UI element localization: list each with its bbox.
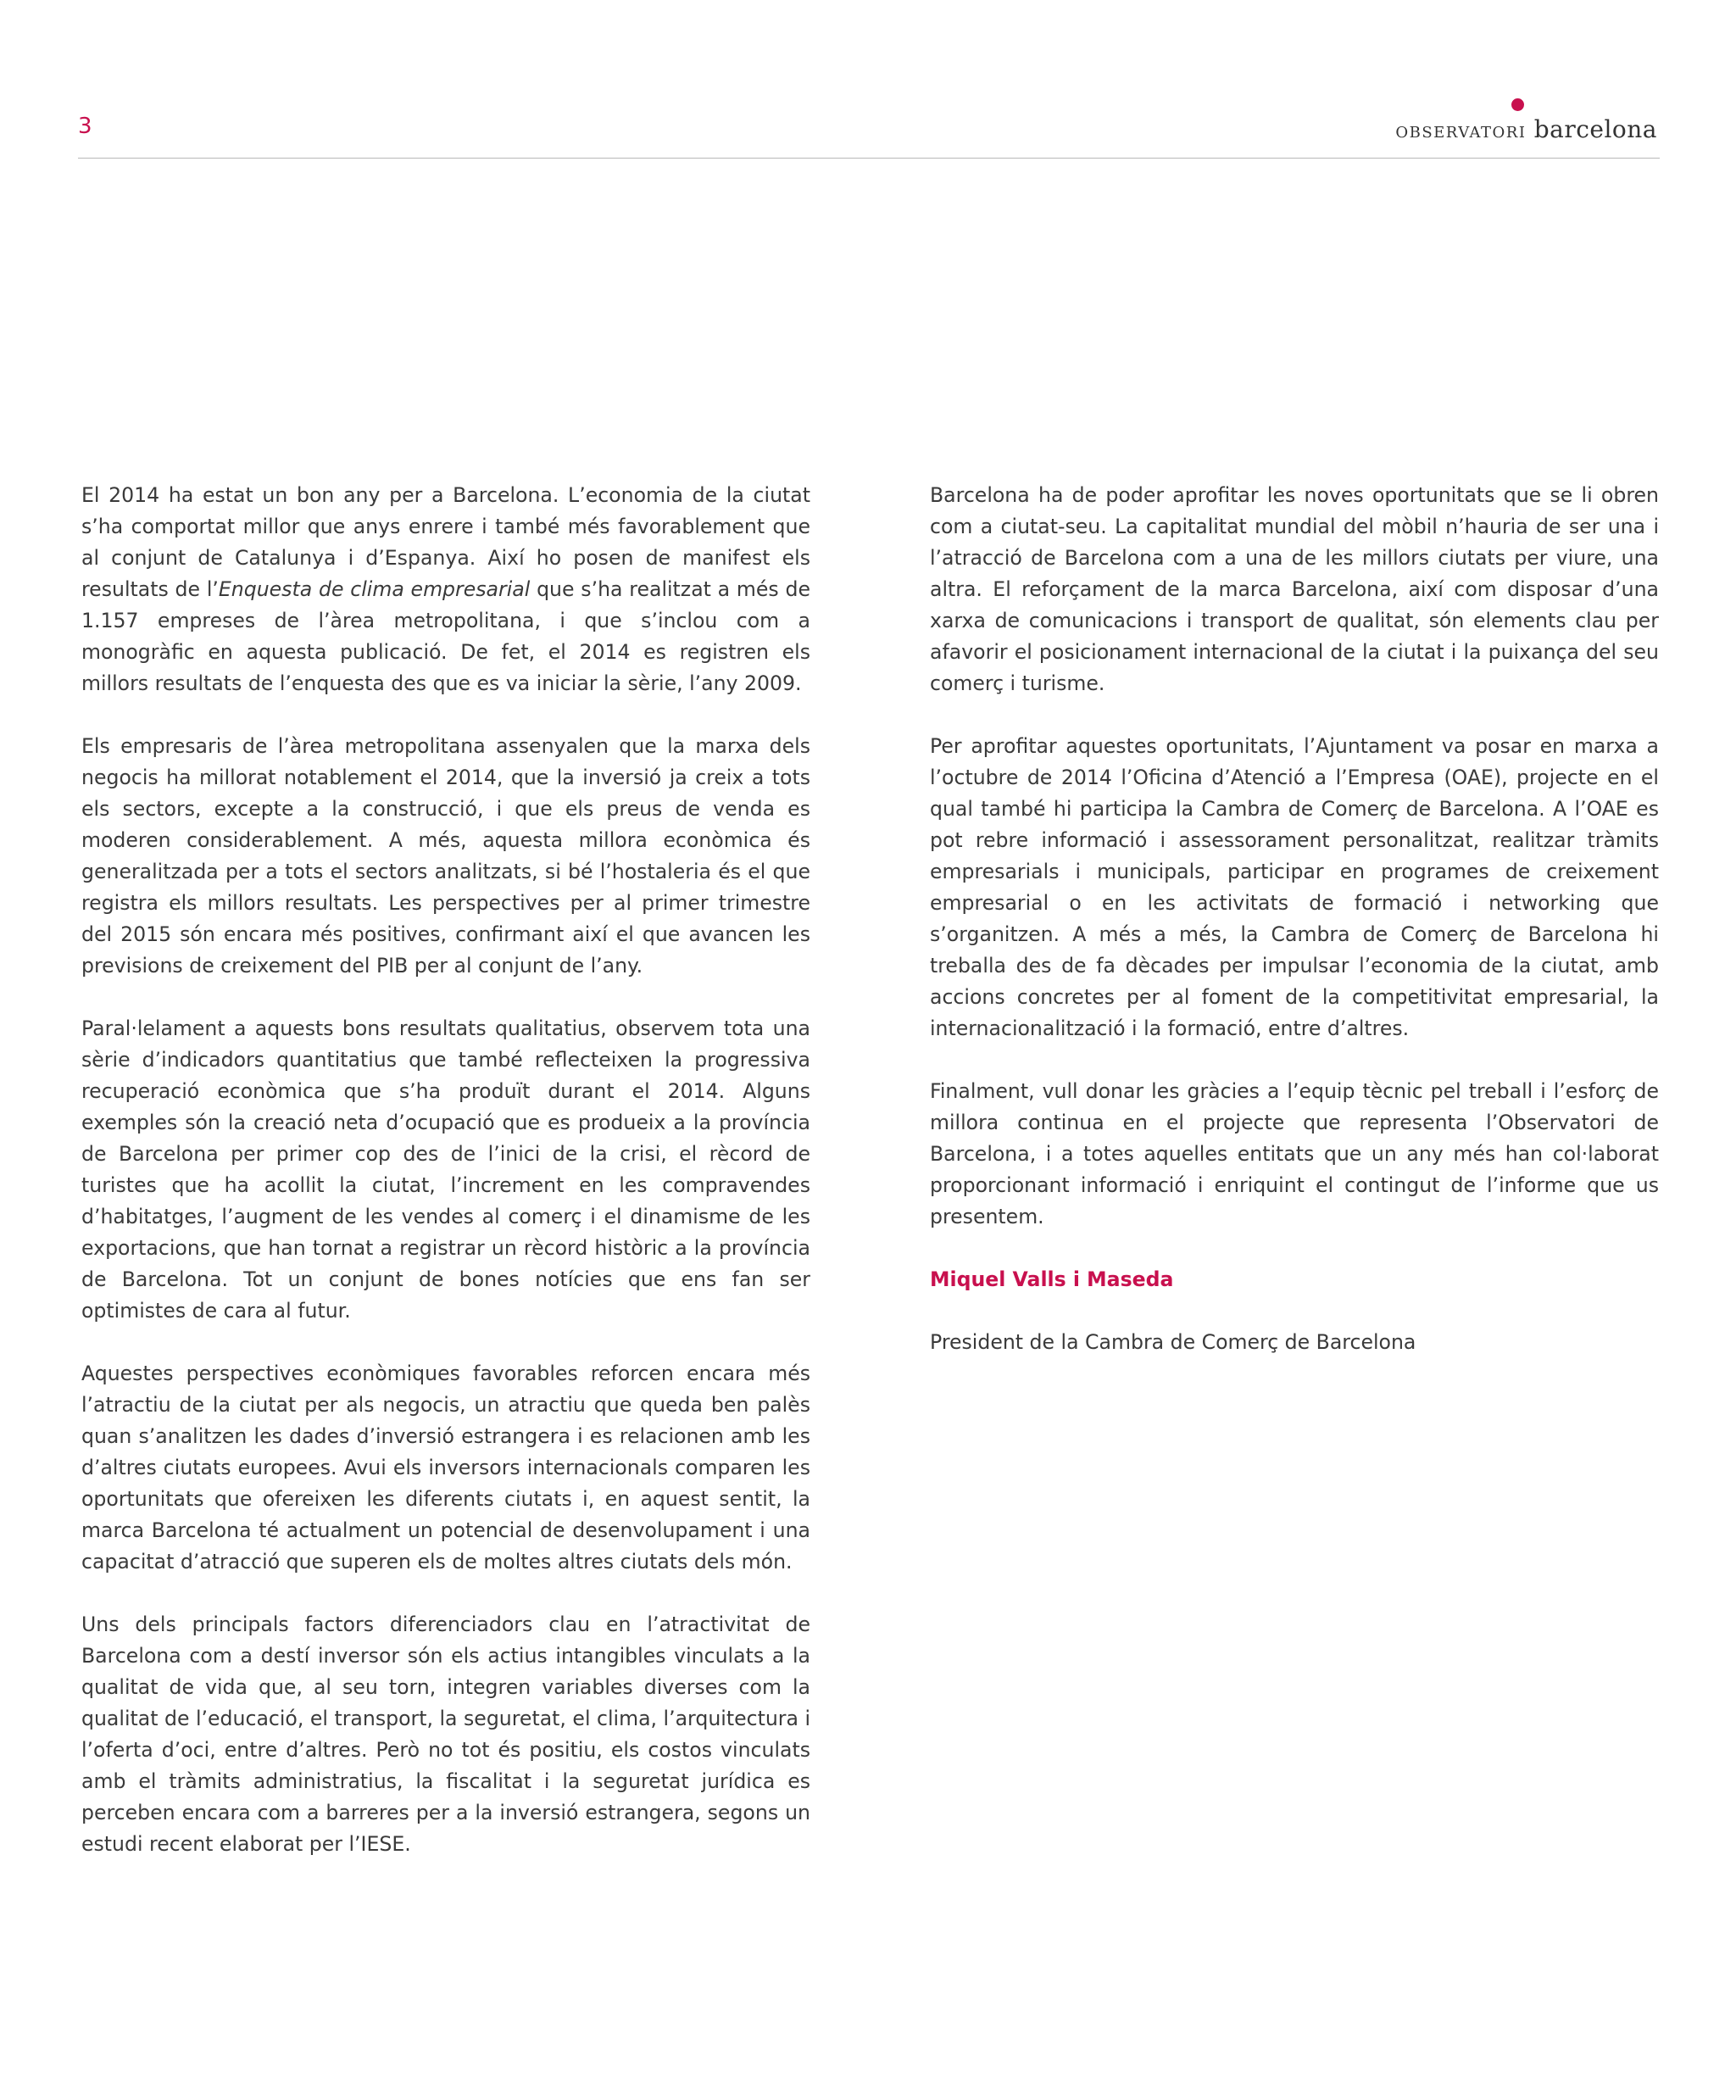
signature-role: President de la Cambra de Comerç de Barcelona <box>930 1330 1416 1354</box>
paragraph-1-start: El 2014 ha estat un bon any per a Barcelona. L’economia de la ciutat s’ha comportat millor que anys enrere i també més favorablement que al conjunt de Catalunya i d’Espanya. Així ho posen de manifest els resultats de l’ <box>81 483 810 601</box>
paragraph-3: Paral·lelament a aquests bons resultats qualitatius, observem tota una sèrie d’indicadors quantitatius que també reflecteixen la progressiva recuperació econòmica que s’ha produït durant el 2014. Alguns exemples són la creació neta d’ocupació que es produeix a la província de Barcelona per primer cop des de l’inici de la crisi, el rècord de turistes que ha acollit la ciutat, l’increment en les compravendes d’habitatges, l’augment de les vendes al comerç i el dinamisme de les exportacions, que han tornat a registrar un rècord històric a la província de Barcelona. Tot un conjunt de bones notícies que ens fan ser optimistes de cara al futur. <box>81 1017 810 1323</box>
logo-dot-icon <box>1511 98 1524 111</box>
logo-text-observatori: observatori <box>1395 118 1527 143</box>
paragraph-2: Els empresaris de l’àrea metropolitana assenyalen que la marxa dels negocis ha millorat notablement el 2014, que la inversió ja creix a tots els sectors, excepte a la construcció, i que els preus de venda es moderen considerablement. A més, aquesta millora econòmica és generalitzada per a tots el sectors analitzats, si bé l’hostaleria és el que registra els millors resultats. Les perspectives per al primer trimestre del 2015 són encara més positives, confirmant així el que avancen les previsions de creixement del PIB per al conjunt de l’any. <box>81 734 810 978</box>
paragraph-1 <box>81 480 810 699</box>
paragraph-5: Uns dels principals factors diferenciadors clau en l’atractivitat de Barcelona com a destí inversor són els actius intangibles vinculats a la qualitat de vida que, al seu torn, integren variables diverses com la qualitat de l’educació, el transport, la seguretat, el clima, l’arquitectura i l’oferta d’oci, entre d’altres. Però no tot és positiu, els costos vinculats amb el tràmits administratius, la fiscalitat i la seguretat jurídica es perceben encara com a barreres per a la inversió estrangera, segons un estudi recent elaborat per l’IESE. <box>81 1613 810 1856</box>
signature-name: Miquel Valls i Maseda <box>930 1267 1174 1291</box>
survey-title: Enquesta de clima empresarial <box>218 577 531 601</box>
observatori-barcelona-logo <box>1395 115 1657 143</box>
right-column <box>930 480 1659 1390</box>
paragraph-4: Aquestes perspectives econòmiques favorables reforcen encara més l’atractiu de la ciutat per als negocis, un atractiu que queda ben palès quan s’analitzen les dades d’inversió estrangera i es relacionen amb les d’altres ciutats europees. Avui els inversors internacionals comparen les oportunitats que ofereixen les diferents ciutats i, en aquest sentit, la marca Barcelona té actualment un potencial de desenvolupament i una capacitat d’atracció que superen els de moltes altres ciutats dels món. <box>81 1362 810 1574</box>
paragraph-7: Per aprofitar aquestes oportunitats, l’Ajuntament va posar en marxa a l’octubre de 2014 l’Oficina d’Atenció a l’Empresa (OAE), projecte en el qual també hi participa la Cambra de Comerç de Barcelona. A l’OAE es pot rebre informació i assessorament personalitzat, realitzar tràmits empresarials i municipals, participar en programes de creixement empresarial o en les activitats de formació i networking que s’organitzen. A més a més, la Cambra de Comerç de Barcelona hi treballa des de fa dècades per impulsar l’economia de la ciutat, amb accions concretes per al foment de la competitivitat empresarial, la internacionalització i la formació, entre d’altres. <box>930 734 1659 1040</box>
paragraph-8: Finalment, vull donar les gràcies a l’equip tècnic pel treball i l’esforç de millora continua en el projecte que representa l’Observatori de Barcelona, i a totes aquelles entitats que un any més han col·laborat proporcionant informació i enriquint el contingut de l’informe que us presentem. <box>930 1079 1659 1228</box>
page-number: 3 <box>78 114 92 139</box>
header-divider <box>78 158 1660 159</box>
paragraph-6: Barcelona ha de poder aprofitar les noves oportunitats que se li obren com a ciutat-seu. La capitalitat mundial del mòbil n’hauria de ser una i l’atracció de Barcelona com a una de les millors ciutats per viure, una altra. El reforçament de la marca Barcelona, així com disposar d’una xarxa de comunicacions i transport de qualitat, són elements clau per afavorir el posicionament internacional de la ciutat i la puixança del seu comerç i turisme. <box>930 483 1659 695</box>
logo-text-barcelona: barcelona <box>1533 115 1657 143</box>
left-column <box>81 480 810 1891</box>
paragraph-1-end: que s’ha realitzat a més de 1.157 empreses de l’àrea metropolitana, i que s’inclou com a monogràfic en aquesta publicació. De fet, el 2014 es registren els millors resultats de l’enquesta des que es va iniciar la sèrie, l’any 2009. <box>81 577 811 695</box>
